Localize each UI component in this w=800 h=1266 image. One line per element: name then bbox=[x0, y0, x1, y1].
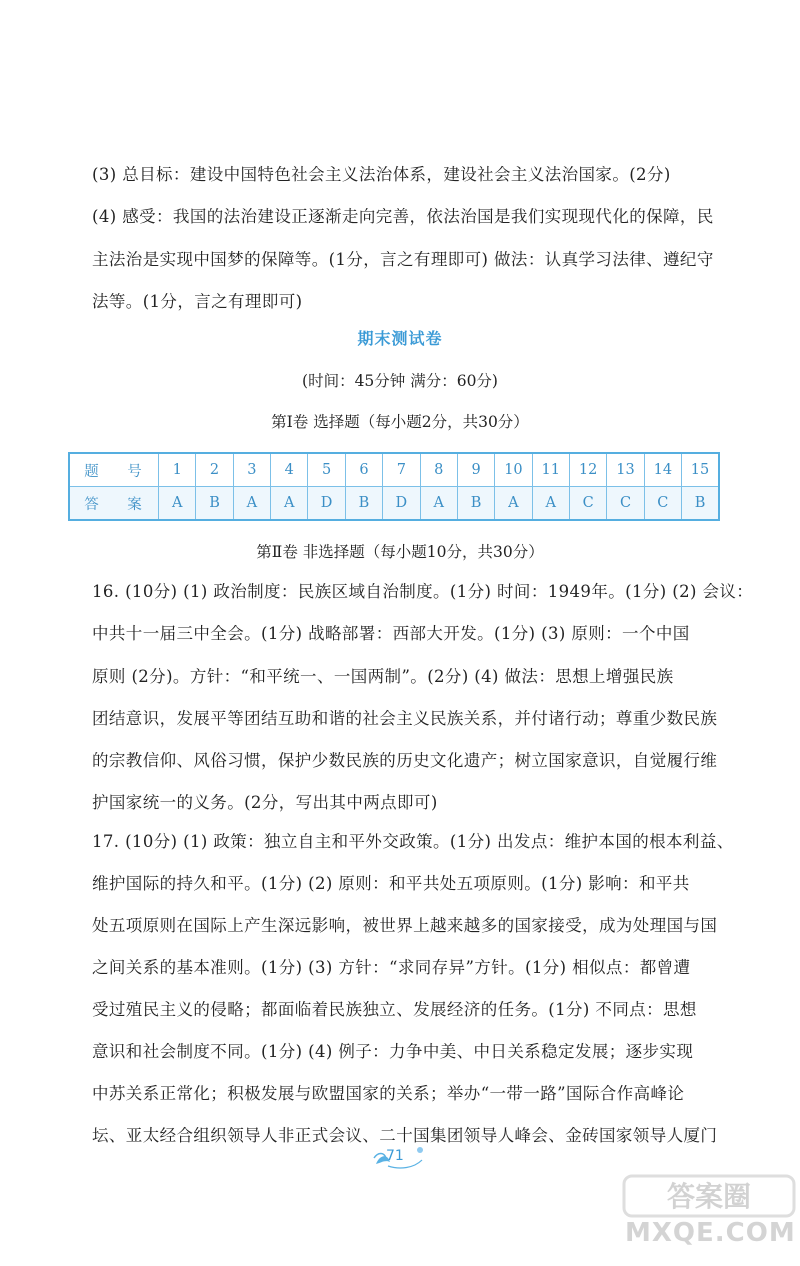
table-cell-answer: B bbox=[345, 487, 382, 521]
q17-line: 处五项原则在国际上产生深远影响，被世界上越来越多的国家接受，成为处理国与国 bbox=[92, 916, 718, 935]
table-cell-number: 4 bbox=[271, 453, 308, 487]
text-line-q-3: (3) 总目标：建设中国特色社会主义法治体系，建设社会主义法治国家。(2分) bbox=[92, 165, 671, 184]
table-row-answers bbox=[69, 487, 719, 521]
q17-line: 坛、亚太经合组织领导人非正式会议、二十国集团领导人峰会、金砖国家领导人厦门 bbox=[92, 1126, 718, 1145]
q17-line: 维护国际的持久和平。(1分) (2) 原则：和平共处五项原则。(1分) 影响：和平共 bbox=[92, 874, 690, 893]
exam-title: 期末测试卷 bbox=[357, 329, 443, 348]
table-cell-number: 9 bbox=[457, 453, 494, 487]
text-line-q-4a: (4) 感受：我国的法治建设正逐渐走向完善，依法治国是我们实现现代化的保障，民 bbox=[92, 207, 714, 226]
table-cell-number: 5 bbox=[308, 453, 345, 487]
part1-title: 第Ⅰ卷 选择题（每小题2分，共30分） bbox=[271, 413, 529, 431]
answer-table bbox=[68, 452, 720, 521]
table-cell-answer: A bbox=[233, 487, 270, 521]
table-header-answer: 答 案 bbox=[69, 487, 159, 521]
q17-line: 之间关系的基本准则。(1分) (3) 方针：“求同存异”方针。(1分) 相似点：都曾遭 bbox=[92, 958, 691, 977]
watermark-site: MXQE.COM bbox=[625, 1218, 796, 1248]
table-cell-number: 14 bbox=[644, 453, 681, 487]
table-row-numbers bbox=[69, 453, 719, 487]
q16-line: 中共十一届三中全会。(1分) 战略部署：西部大开发。(1分) (3) 原则：一个中国 bbox=[92, 624, 690, 643]
table-cell-number: 1 bbox=[159, 453, 196, 487]
table-cell-number: 12 bbox=[569, 453, 606, 487]
table-cell-number: 8 bbox=[420, 453, 457, 487]
table-cell-answer: A bbox=[495, 487, 532, 521]
table-cell-answer: A bbox=[532, 487, 569, 521]
table-cell-number: 13 bbox=[607, 453, 644, 487]
q16-line: 团结意识，发展平等团结互助和谐的社会主义民族关系，并付诸行动；尊重少数民族 bbox=[92, 709, 718, 728]
part2-title: 第Ⅱ卷 非选择题（每小题10分，共30分） bbox=[256, 543, 544, 561]
q16-line: 的宗教信仰、风俗习惯，保护少数民族的历史文化遗产；树立国家意识，自觉履行维 bbox=[92, 751, 718, 770]
q17-line: 中苏关系正常化；积极发展与欧盟国家的关系；举办“一带一路”国际合作高峰论 bbox=[92, 1084, 685, 1103]
q16-line: 原则 (2分)。方针：“和平统一、一国两制”。(2分) (4) 做法：思想上增强民族 bbox=[92, 667, 674, 686]
table-cell-number: 11 bbox=[532, 453, 569, 487]
table-header-number: 题 号 bbox=[69, 453, 159, 487]
q17-line: 17. (10分) (1) 政策：独立自主和平外交政策。(1分) 出发点：维护本国的根本利益、 bbox=[92, 832, 734, 851]
table-cell-answer: C bbox=[607, 487, 644, 521]
q16-line: 护国家统一的义务。(2分，写出其中两点即可) bbox=[92, 793, 438, 812]
table-cell-number: 6 bbox=[345, 453, 382, 487]
q16-line: 16. (10分) (1) 政治制度：民族区域自治制度。(1分) 时间：1949年。(1分) (2) 会议： bbox=[92, 582, 754, 601]
table-cell-number: 7 bbox=[383, 453, 420, 487]
table-cell-number: 15 bbox=[682, 453, 719, 487]
text-line-q-4b: 主法治是实现中国梦的保障等。(1分，言之有理即可) 做法：认真学习法律、遵纪守 bbox=[92, 250, 714, 269]
table-cell-answer: D bbox=[308, 487, 345, 521]
table-cell-answer: C bbox=[644, 487, 681, 521]
q17-line: 受过殖民主义的侵略；都面临着民族独立、发展经济的任务。(1分) 不同点：思想 bbox=[92, 1000, 697, 1019]
table-cell-answer: B bbox=[457, 487, 494, 521]
table-cell-answer: A bbox=[159, 487, 196, 521]
table-cell-answer: B bbox=[682, 487, 719, 521]
table-cell-answer: A bbox=[271, 487, 308, 521]
table-cell-number: 2 bbox=[196, 453, 233, 487]
table-cell-answer: C bbox=[569, 487, 606, 521]
table-cell-answer: B bbox=[196, 487, 233, 521]
watermark-logo-text: 答案圈 bbox=[666, 1180, 752, 1213]
table-cell-answer: D bbox=[383, 487, 420, 521]
table-cell-answer: A bbox=[420, 487, 457, 521]
table-cell-number: 10 bbox=[495, 453, 532, 487]
page-number: 71 bbox=[386, 1148, 404, 1164]
text-line-q-4c: 法等。(1分，言之有理即可) bbox=[92, 292, 303, 311]
q17-line: 意识和社会制度不同。(1分) (4) 例子：力争中美、中日关系稳定发展；逐步实现 bbox=[92, 1042, 694, 1061]
table-cell-number: 3 bbox=[233, 453, 270, 487]
exam-time: (时间：45分钟 满分：60分) bbox=[302, 372, 498, 390]
